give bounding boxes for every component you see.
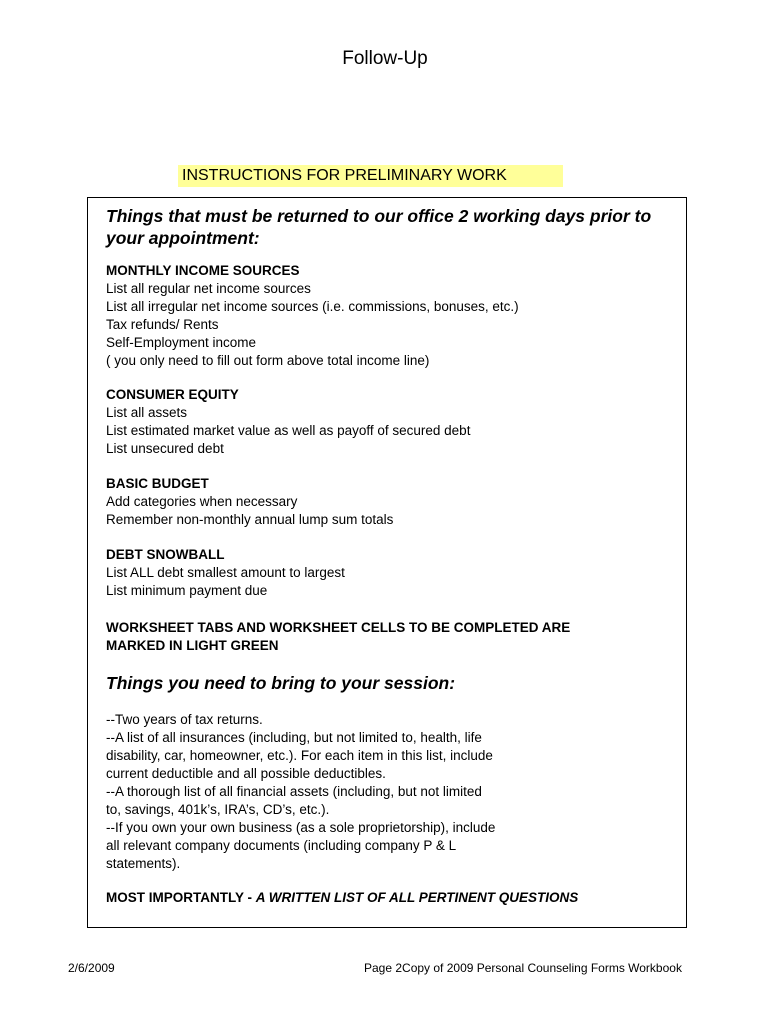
important-prefix: MOST IMPORTANTLY - (106, 890, 256, 905)
bring-line: --Two years of tax returns. (106, 712, 263, 727)
returned-heading (106, 205, 686, 249)
section-title: CONSUMER EQUITY (106, 387, 239, 402)
section-line: List all regular net income sources (106, 281, 311, 296)
bring-line: all relevant company documents (including company P & L (106, 838, 457, 853)
bring-line: disability, car, homeowner, etc.). For each item in this list, include (106, 748, 493, 763)
worksheet-note-line-1: WORKSHEET TABS AND WORKSHEET CELLS TO BE COMPLETED ARE (106, 620, 571, 635)
section-title: MONTHLY INCOME SOURCES (106, 263, 300, 278)
returned-heading-line-1: Things that must be returned to our office 2 working days prior to (106, 206, 652, 226)
important-note (106, 889, 686, 907)
bring-line: statements). (106, 856, 181, 871)
instructions-heading: INSTRUCTIONS FOR PRELIMINARY WORK (178, 165, 563, 187)
returned-heading-line-2: your appointment: (106, 228, 260, 248)
footer-page-info: Page 2Copy of 2009 Personal Counseling Forms Workbook (364, 961, 682, 975)
section-line: List all assets (106, 405, 188, 420)
section-line: List all irregular net income sources (i.e. commissions, bonuses, etc.) (106, 299, 519, 314)
bring-line: --A thorough list of all financial assets (including, but not limited (106, 784, 482, 799)
page-title: Follow-Up (342, 48, 428, 69)
footer-date: 2/6/2009 (68, 961, 115, 975)
section-debt-snowball (106, 546, 686, 600)
section-line: Tax refunds/ Rents (106, 317, 219, 332)
section-line: ( you only need to fill out form above total income line) (106, 353, 430, 368)
worksheet-note-line-2: MARKED IN LIGHT GREEN (106, 638, 279, 653)
bring-line: to, savings, 401k’s, IRA’s, CD’s, etc.). (106, 802, 330, 817)
section-basic-budget (106, 475, 686, 529)
section-line: Remember non-monthly annual lump sum totals (106, 512, 394, 527)
section-title: DEBT SNOWBALL (106, 547, 225, 562)
worksheet-note (106, 619, 686, 655)
section-line: List minimum payment due (106, 583, 268, 598)
bring-heading-block (106, 672, 686, 694)
section-line: List estimated market value as well as payoff of secured debt (106, 423, 471, 438)
important-emphasis: A WRITTEN LIST OF ALL PERTINENT QUESTIONS (255, 890, 579, 905)
bring-heading: Things you need to bring to your session: (106, 673, 456, 693)
section-monthly-income (106, 262, 686, 370)
bring-line: --A list of all insurances (including, but not limited to, health, life (106, 730, 482, 745)
bring-line: current deductible and all possible deductibles. (106, 766, 386, 781)
section-title: BASIC BUDGET (106, 476, 209, 491)
section-line: Self-Employment income (106, 335, 257, 350)
section-consumer-equity (106, 386, 686, 458)
section-line: List unsecured debt (106, 441, 224, 456)
section-line: List ALL debt smallest amount to largest (106, 565, 345, 580)
bring-list (106, 711, 686, 873)
bring-line: --If you own your own business (as a sole proprietorship), include (106, 820, 496, 835)
section-line: Add categories when necessary (106, 494, 298, 509)
